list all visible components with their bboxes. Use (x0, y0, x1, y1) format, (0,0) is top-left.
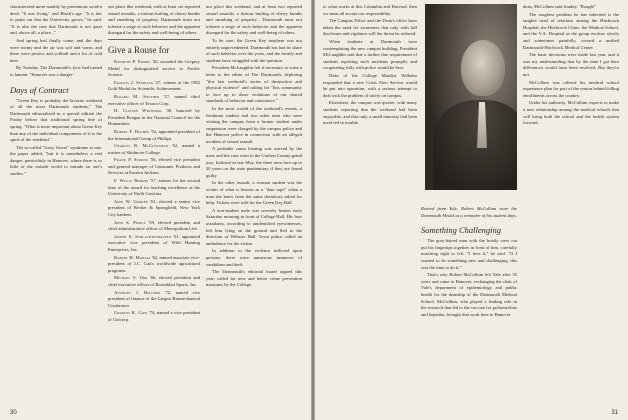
paragraph: That's why Robert McCollum left Yale after 35 years and came to Hanover, exchanging the chair of Yale's department of epidemiology and public health for the deanship of the Dartmouth Medical School. McCollum, who played a leading role in the research that led to the vaccine for poliomyelitis and hepatitis, brought that work here to Hanover. (421, 272, 517, 317)
paragraph: "Green Key is probably the favorite weekend of all the most Dartmouth students," The Dartmouth editorialized in a special edition the Friday before that traditional spring fete of spring. "What is more important about Green Key than any of the individual components of it is the spirit of the weekend." (10, 97, 102, 143)
award-name: Anthony J. Belcher (114, 289, 161, 295)
award-text: '30, honored by President Reagan in the National Council for the Humanities. (108, 108, 200, 127)
award-name: John S. Pierce (114, 219, 146, 225)
award-name: Kenneth P. Emory (114, 58, 151, 64)
award-name: H. Clifton Whiteman (114, 108, 162, 114)
award-name: Frank P. Strong (114, 157, 149, 163)
paragraph: When students at Dartmouth were contemplating the new campus building, President McLaughlin said that a further fine requirement of students reporting such incidents promptly and cooperating fully with police would be best. (323, 38, 417, 71)
paragraph: President McLaughlin felt it necessary to write a letter to the editor of The Dartmouth, deploring "this last weekend's series of destruction and physical violence" and calling for "this community to face up to these violations of our shared standards of behavior and conscience." (206, 65, 302, 104)
right-column-1 (323, 4, 417, 128)
award-name: Roland M. Souther (114, 93, 160, 99)
photo-face (461, 40, 505, 96)
paragraph: Under his authority, McCollum expects to make a new relationship among the medical schools that will bring both the school and the health system forward. (523, 100, 619, 126)
award-name: Charles B. McClenahan (114, 143, 169, 149)
award-entry (108, 310, 200, 323)
paragraph: Dean of the College Marilyn Wilhelm responded that a new Crisis Alert Service would be put into operation, with a serious attempt to deal with the problem of safety on campus. (323, 72, 417, 98)
award-text: '62, named associate vice-president of J.C. Gau's worldwide agricultural programs. (108, 254, 200, 273)
award-name: F. Willis Rhodes (114, 178, 149, 184)
award-text: '61, elected a senior vice president of Becker & Springfield, New York City bankers. (108, 198, 200, 218)
paragraph: nor place this weekend, and at least two reported sexual assaults, a furious hurling of cherry bombs and smashing of property... Dartmouth must not tolerate a seige of such behavior and the apparent disregard for the safety and well-being of others. (206, 4, 302, 36)
right-page (315, 0, 628, 420)
right-column-3 (523, 4, 619, 128)
award-entry (108, 199, 200, 219)
paragraph: In the most sordid of the weekend's events, a freshman student and two other men who were visiting the campus from a former student under suspension were charged by the campus police and the Hanover police in connection with an alleged incident of sexual assault. (206, 105, 302, 144)
award-entry (108, 94, 200, 107)
award-entry (108, 108, 200, 128)
box-title: Give a Rouse for (108, 44, 170, 55)
award-text: '57, winner for the second time of the award for teaching excellence at the University of North Carolina. (108, 178, 200, 197)
paragraph: To be sure, the Green Key mayhem was not entirely unprecedented. Dartmouth has had its share of such behavior over the years, and the faculty and students have struggled with the question. (206, 37, 302, 63)
paragraph: characterized more notably by pretentious word-a deed. "It was living," and Black's age. "It is fair to point out that the University grows," he said. "It is also the case that Dartmouth is not quiet and, above all, a place..." (10, 4, 102, 36)
section-heading: Days of Contract (10, 84, 69, 95)
award-name: Robert F. Holmes (114, 128, 150, 134)
page-number-right: 31 (611, 410, 618, 416)
award-entry (108, 255, 200, 275)
paragraph: McCollum was offered his medical school experience plan for part of the reason behind falling enrollments across the country. (523, 79, 619, 98)
award-text: '56, elected vice president and general manager of Consumer Products and Services at Eastern Airlines. (108, 157, 200, 176)
award-name: Charles K. Gow (114, 310, 148, 316)
award-text: '72, named vice president of finance of the Largest Biomechanical Conference. (108, 289, 200, 308)
paragraph: The so-called "Ivory Tower" syndrome is one, the paper added, "but it is nonetheless a real danger, particularly in Hanover, where there is so little of the outside world to intrude on one's studies." (10, 144, 102, 177)
award-text: '59, elected president and chief administrative officer of Metropolitan Life. (108, 219, 200, 232)
award-text: '27, winner of the 1982 Gold Medal for Scientific Achievement. (108, 79, 200, 92)
paragraph: By Tuesday, The Dartmouth's lyric had turned to lament. "Hanover was a danger- (10, 65, 102, 77)
award-name: John W. Gerken (114, 198, 148, 204)
left-column-1 (10, 4, 102, 179)
paragraph: A probable cause hearing was waived by the men, and the case went to the Grafton County grand jury. Indicted in late May, the three men face up to 20 years on the state penitentiary if they are found guilty. (206, 146, 302, 178)
award-name: Francis J. Sterling (114, 79, 154, 85)
award-text: '74, named a vice president of Citicorp. (108, 310, 200, 322)
paragraph: In the other assault, a woman student was the victim of what is known as a "date rape" when a man she knew from the same dormitory asked for help. Tickets were sold for the Green Key Ball. (206, 180, 302, 206)
section-heading: Something Challenging (421, 225, 502, 236)
paragraph: The toughest problem he has inherited is the tangled triad of relations among the Hitchcock Hospital, the Hitchcock Clinic, the Medical School, and the V.A. Hospital as the group evolves slowly and sometimes painfully, toward a unified Dartmouth-Hitchcock Medical Center. (523, 11, 619, 50)
paragraph: A non-student male was severely beaten early Saturday morning in front of College Hall. His four assailants, according to unidentified eyewitnesses, left him lying on the ground and fled to the direction of Webster Hall. Town police called an ambulance for the victim. (206, 207, 302, 246)
award-entry (108, 143, 200, 156)
award-name: Joseph S. Schlachtenhaufen (114, 233, 172, 239)
award-text: '17, named chief executive officer of Texaco Corp. (108, 93, 200, 106)
left-column-3 (206, 4, 302, 290)
paragraph: The gray-haired man with the bristly crew cut put his fingertips together in front of him, carefully matching right to left. "I love it," he said. "If I wanted to do something new and challenging, this was the time to do it." (421, 238, 517, 270)
page-number-left: 30 (10, 410, 17, 416)
column-text (421, 206, 517, 319)
paragraph: In addition to the violence inflicted upon persons, there were numerous instances of vandalism and theft. (206, 248, 302, 267)
award-entry (108, 80, 200, 93)
left-column-2 (108, 4, 200, 325)
awards-list (108, 59, 200, 324)
left-page (0, 0, 311, 420)
paragraph: dean, McCollum said frankly, "Rough!" (523, 4, 597, 9)
paragraph: The basic decisions were made last year, and it was my understanding that by the time I got here differences would have been resolved. But they're not. (523, 52, 619, 77)
paragraph: our place this weekend, with at least six reported sexual assaults, a furious hurling of cherry bombs and smashing of property. Dartmouth must not tolerate a seige of such behavior and the apparent disregard for the safety and well-being of others. (108, 4, 200, 36)
award-text: '20, awarded the Gregory Medal for distinguished service to Pacific Science. (108, 58, 200, 78)
paragraph: And spring had finally come, and the days were roomy and the air was soft and warm, and there were picnics and softball and a lot of cold beer. (10, 37, 102, 63)
paragraph: to what works at this Columbia and Harvard, then we must all accept our responsibility. (323, 4, 417, 16)
paragraph: The Dartmouth's editorial board argued this year, called for new and better crime prevention measures by the College. (206, 269, 302, 288)
divider (108, 39, 200, 40)
award-entry (108, 220, 200, 233)
award-entry (108, 178, 200, 198)
award-text: '52, appointed president of the International Group of Phillips. (108, 128, 200, 141)
award-entry (108, 275, 200, 288)
portrait-photo (425, 4, 517, 190)
award-entry (108, 234, 200, 254)
paragraph: Elsewhere, the campus was quieter, with many students reporting that the weekend had been enjoyable, and that only a small minority had been involved in trouble. (323, 100, 417, 126)
award-entry (108, 59, 200, 79)
photo-shoulders (433, 100, 517, 190)
award-name: Michael S. Orr (114, 275, 148, 281)
award-text: '61, appointed executive vice president of Wild Hunting Enterprises, Inc. (108, 233, 200, 252)
award-entry (108, 290, 200, 310)
award-entry (108, 157, 200, 177)
right-column-2 (421, 0, 517, 416)
award-name: Robert H. Mahaia (114, 254, 151, 260)
photo-caption: Retired from Yale, Robert McCollum wore the Dartmouth Medal as a reminder of his student days. (421, 206, 517, 218)
paragraph: The Campus Police and the Dean's office have taken the need for awareness that only with full disclosure and vigilance will the threat be reduced. (323, 18, 417, 37)
award-text: '66, elected president and chief executive officer of Rosenblatt Sports, Inc. (108, 275, 200, 287)
award-entry (108, 129, 200, 142)
award-text: '52, named a trustee of Skidmore College. (108, 143, 200, 155)
